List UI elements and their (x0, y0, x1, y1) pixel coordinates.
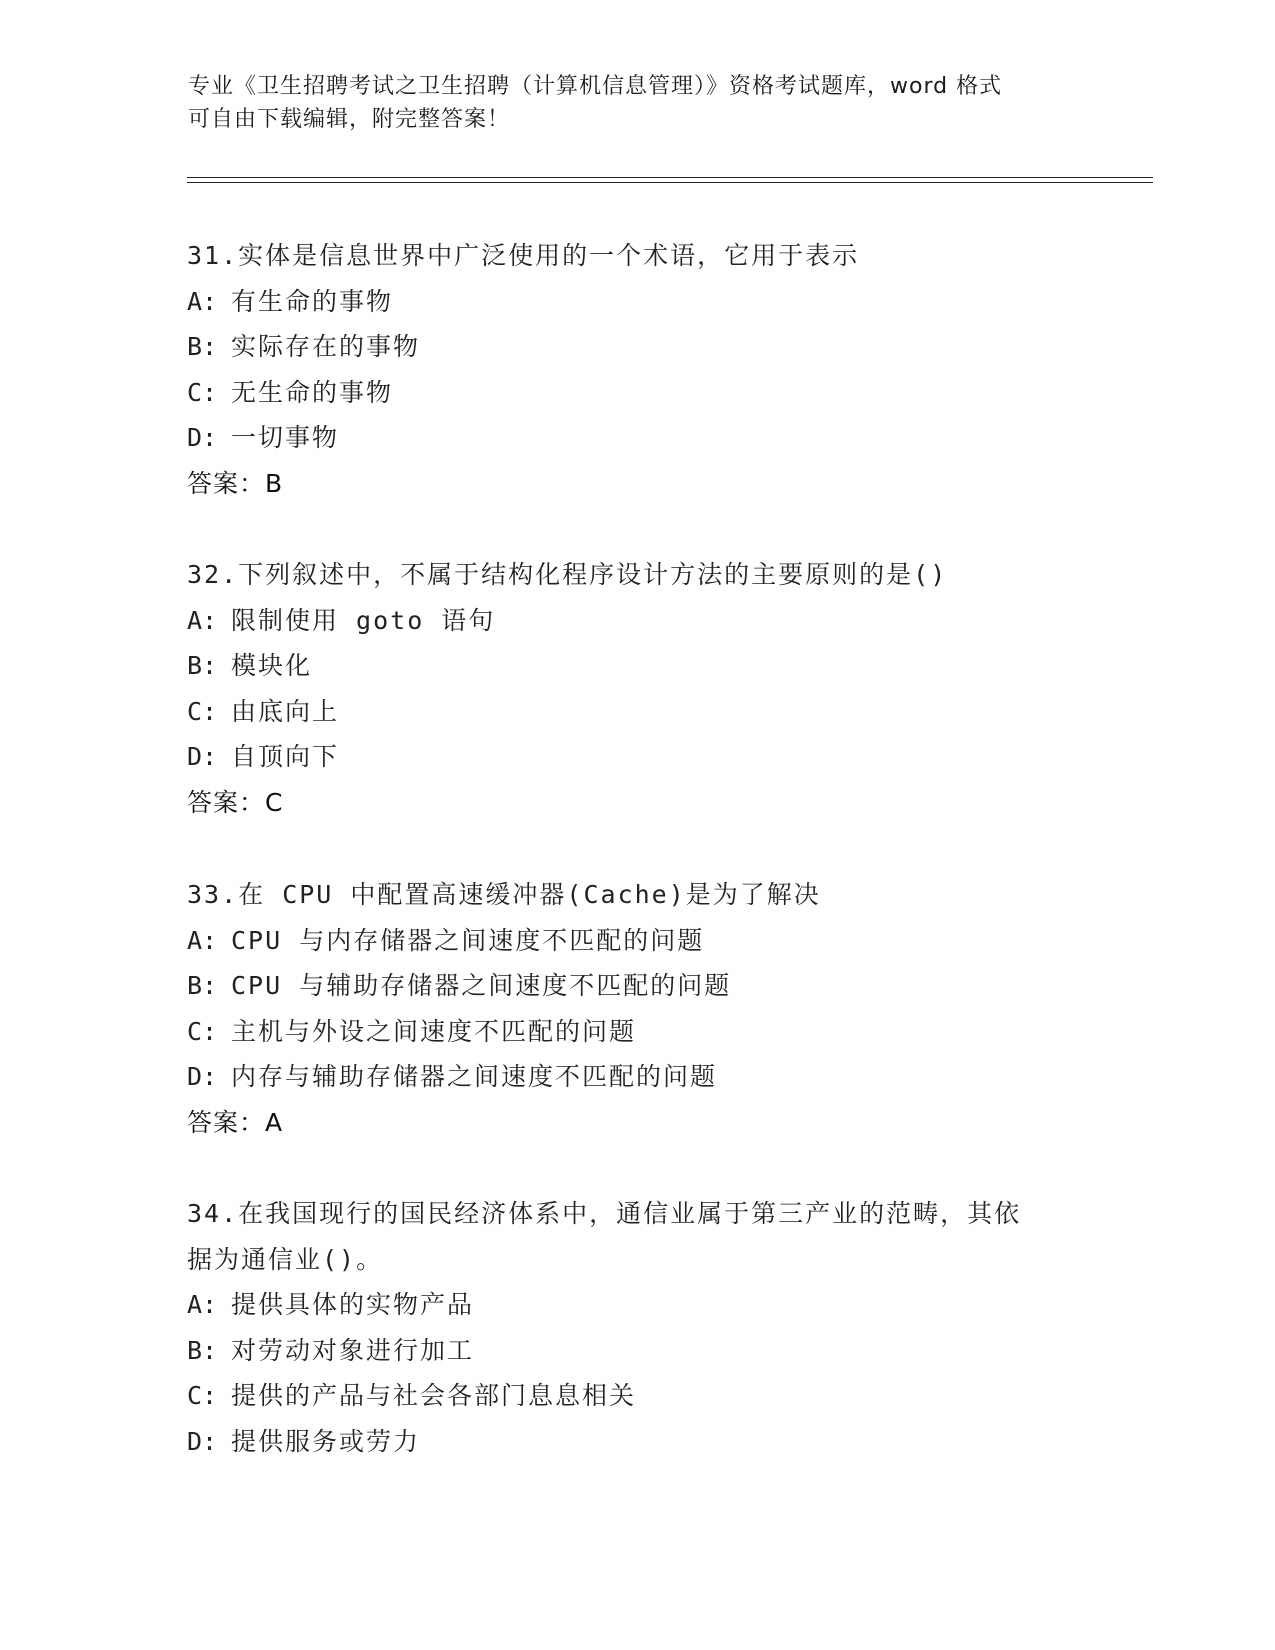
option-text: 无生命的事物 (231, 377, 394, 407)
option-b (187, 324, 1087, 370)
header-line-2: 可自由下载编辑，附完整答案！ (188, 107, 511, 132)
option-d (187, 1419, 1087, 1465)
option-text: CPU 与内存储器之间速度不匹配的问题 (231, 925, 705, 955)
option-text: 自顶向下 (231, 742, 340, 771)
option-text: 限制使用 goto 语句 (231, 605, 496, 635)
option-text: 有生命的事物 (231, 286, 394, 316)
option-c (187, 689, 1087, 735)
answer-line: 答案：A (187, 1107, 284, 1137)
option-text: CPU 与辅助存储器之间速度不匹配的问题 (231, 971, 732, 1000)
option-letter: A: (187, 1290, 218, 1319)
option-letter: C: (187, 1381, 218, 1410)
option-letter: C: (187, 1016, 218, 1046)
option-a (187, 918, 1087, 964)
document-header (188, 70, 1088, 136)
header-line-1: 专业《卫生招聘考试之卫生招聘（计算机信息管理）》资格考试题库，word 格式 (188, 74, 1003, 99)
question-33 (187, 872, 1087, 1145)
option-a (187, 279, 1087, 325)
option-b (187, 963, 1087, 1009)
option-c (187, 370, 1087, 416)
question-stem: 33.在 CPU 中配置高速缓冲器(Cache)是为了解决 (187, 880, 821, 909)
option-letter: D: (187, 1062, 218, 1091)
option-text: 提供服务或劳力 (231, 1426, 421, 1456)
option-text: 一切事物 (231, 423, 340, 452)
question-stem: 31.实体是信息世界中广泛使用的一个术语，它用于表示 (187, 241, 860, 270)
option-letter: A: (187, 605, 218, 635)
option-text: 内存与辅助存储器之间速度不匹配的问题 (231, 1062, 718, 1091)
option-letter: B: (187, 332, 218, 361)
option-letter: D: (187, 423, 218, 452)
option-d (187, 415, 1087, 461)
question-32 (187, 552, 1087, 825)
option-text: 主机与外设之间速度不匹配的问题 (231, 1016, 637, 1046)
option-b (187, 1328, 1087, 1374)
option-c (187, 1373, 1087, 1419)
option-text: 提供的产品与社会各部门息息相关 (231, 1381, 637, 1410)
question-34 (187, 1191, 1087, 1464)
header-divider-top (187, 177, 1153, 178)
option-text: 实际存在的事物 (231, 332, 421, 361)
option-letter: B: (187, 1335, 218, 1365)
option-letter: C: (187, 377, 218, 407)
option-c (187, 1009, 1087, 1055)
option-d (187, 734, 1087, 780)
option-letter: C: (187, 696, 218, 726)
option-text: 对劳动对象进行加工 (231, 1335, 475, 1365)
option-d (187, 1054, 1087, 1100)
option-text: 提供具体的实物产品 (231, 1290, 475, 1319)
option-letter: D: (187, 742, 218, 771)
option-text: 由底向上 (231, 696, 340, 726)
option-a (187, 1282, 1087, 1328)
option-letter: B: (187, 971, 218, 1000)
option-text: 模块化 (231, 651, 313, 680)
answer-line: 答案：B (187, 468, 284, 498)
question-31 (187, 233, 1087, 506)
question-stem: 32.下列叙述中，不属于结构化程序设计方法的主要原则的是() (187, 560, 948, 589)
question-stem-continued: 据为通信业()。 (187, 1244, 384, 1274)
option-letter: B: (187, 651, 218, 680)
answer-line: 答案：C (187, 787, 284, 817)
option-b (187, 643, 1087, 689)
option-letter: A: (187, 286, 218, 316)
option-letter: D: (187, 1426, 218, 1456)
header-divider-bottom (187, 182, 1153, 183)
option-letter: A: (187, 925, 218, 955)
option-a (187, 598, 1087, 644)
question-stem: 34.在我国现行的国民经济体系中，通信业属于第三产业的范畴，其依 (187, 1199, 1022, 1228)
